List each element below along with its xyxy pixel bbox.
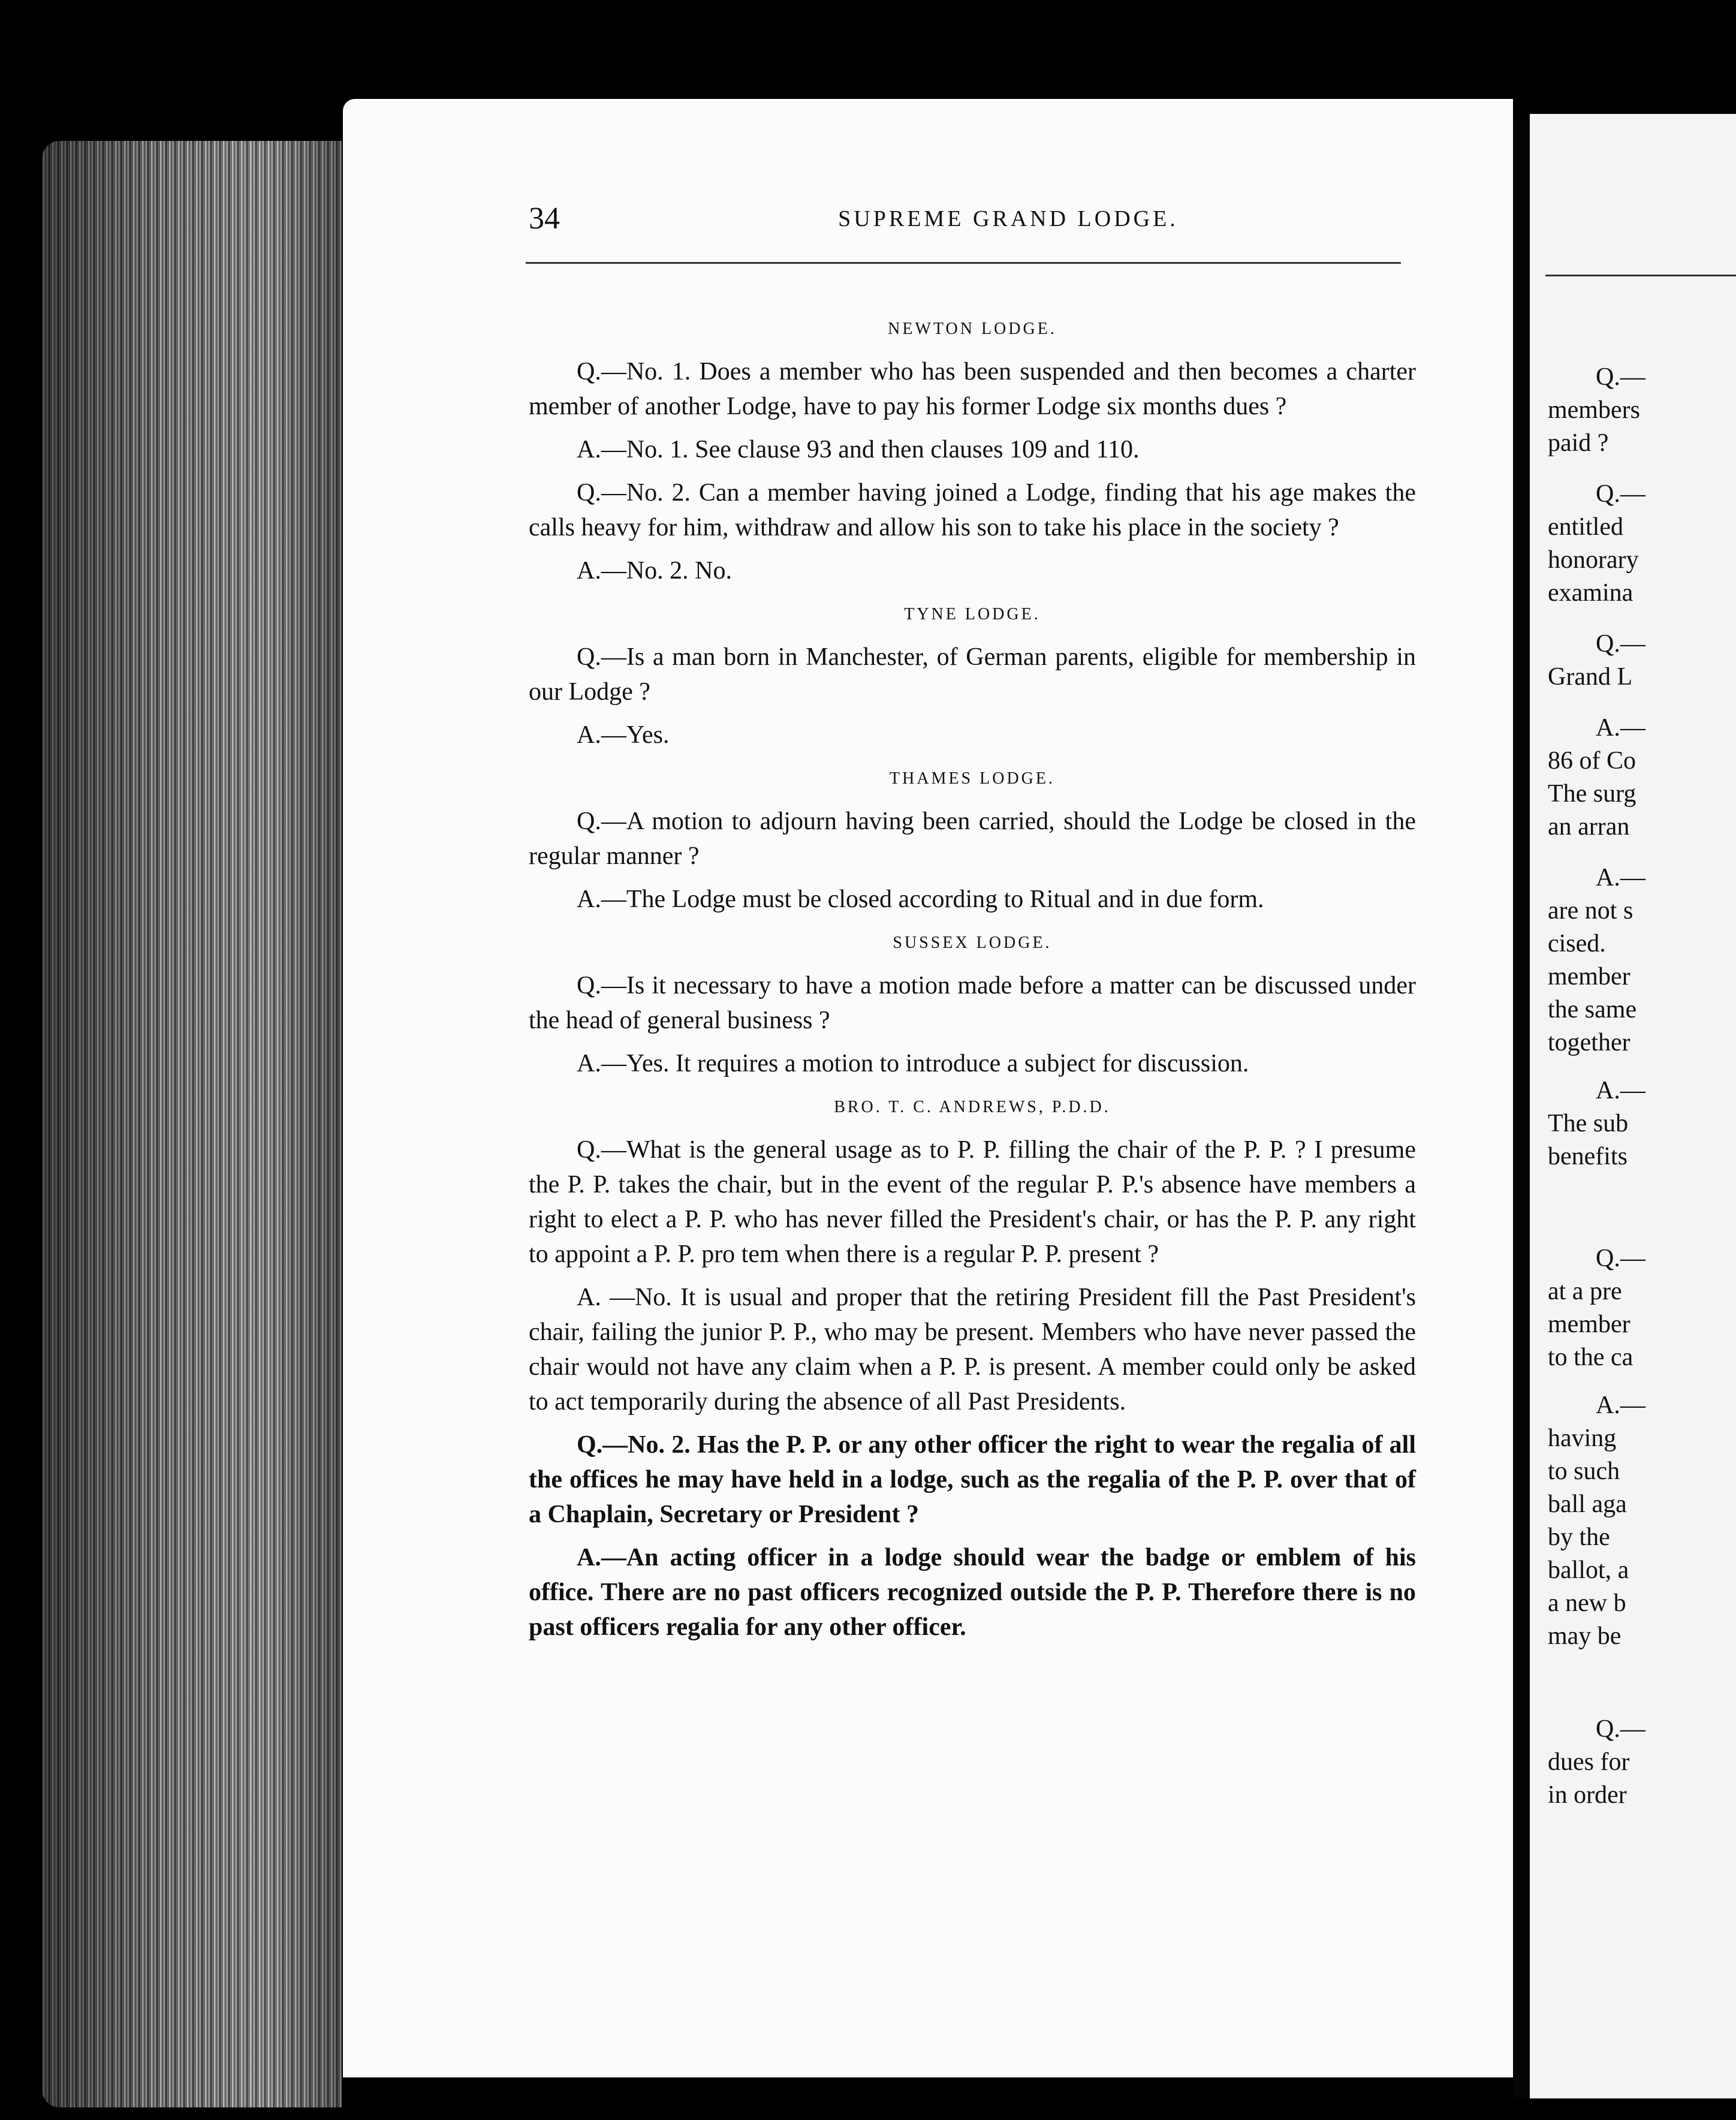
fragment-line: Q.—: [1596, 480, 1645, 508]
section-heading: SUSSEX LODGE.: [893, 933, 1052, 952]
page-header: [529, 201, 1452, 237]
running-head: SUPREME GRAND LODGE.: [838, 206, 1179, 231]
page-number: 34: [529, 201, 560, 236]
section-andrews: [529, 1095, 1416, 1645]
fragment-line: member: [1548, 1311, 1630, 1338]
paragraph: Q.—No. 1. Does a member who has been suspended and then becomes a charter member of another Lodge, have to pay his former Lodge six months dues ?: [529, 358, 1416, 420]
fragment-line: A.—: [1596, 1077, 1645, 1104]
fragment-line: benefits: [1548, 1143, 1628, 1170]
fragment-line: The sub: [1548, 1110, 1629, 1137]
fragment-line: in order: [1548, 1781, 1627, 1809]
paragraph: Q.—No. 2. Has the P. P. or any other officer the right to wear the regalia of all the offices he may have held in a lodge, such as the regalia of the P. P. over that of a Chaplain, Secretary or President ?: [529, 1431, 1416, 1528]
section-sussex: [529, 931, 1416, 1081]
paragraph: A.—The Lodge must be closed according to Ritual and in due form.: [577, 886, 1264, 913]
fragment-line: may be: [1548, 1622, 1622, 1650]
paragraph: A.—Yes.: [577, 721, 670, 749]
paragraph: A.—No. 1. See clause 93 and then clauses 109 and 110.: [577, 436, 1140, 463]
section-thames: [529, 767, 1416, 917]
paragraph: Q.—No. 2. Can a member having joined a Lodge, finding that his age makes the calls heavy for him, withdraw and allow his son to take his place in the society ?: [529, 479, 1416, 541]
fragment-line: members: [1548, 396, 1640, 424]
section-newton: [529, 317, 1416, 588]
fragment-line: are not s: [1548, 897, 1633, 925]
section-heading: TYNE LODGE.: [904, 605, 1041, 624]
fragment-line: by the: [1548, 1523, 1610, 1551]
paragraph: A.—No. 2. No.: [577, 557, 732, 585]
fragment-line: entitled: [1548, 513, 1623, 541]
fragment-line: A.—: [1596, 1392, 1645, 1419]
fragment-line: at a pre: [1548, 1278, 1622, 1305]
fragment-line: Q.—: [1596, 363, 1645, 391]
paragraph: Q.—What is the general usage as to P. P. filling the chair of the P. P. ? I presume the P. P. takes the chair, but in the event of the regular P. P.'s absence have members a right to elect a P. P. who has never filled the President's chair, or has the P. P. any right to appoint a P. P. pro tem when there is a regular P. P. present ?: [529, 1136, 1416, 1268]
fragment-line: paid ?: [1548, 429, 1609, 457]
fragment-line: member: [1548, 963, 1630, 990]
fragment-line: examina: [1548, 579, 1633, 607]
fragment-line: ball aga: [1548, 1490, 1627, 1518]
paragraph: Q.—A motion to adjourn having been carried, should the Lodge be closed in the regular manner ?: [529, 808, 1416, 870]
fragment-line: 86 of Co: [1548, 747, 1636, 775]
paragraph: A.—Yes. It requires a motion to introduce a subject for discussion.: [577, 1050, 1249, 1077]
left-page: [343, 99, 1513, 2077]
fragment-line: an arran: [1548, 813, 1630, 841]
right-header-rule: [1545, 275, 1736, 276]
fragment-line: ballot, a: [1548, 1556, 1629, 1584]
fragment-line: to the ca: [1548, 1344, 1633, 1371]
paragraph: A.—An acting officer in a lodge should wear the badge or emblem of his office. There are no past officers recognized outside the P. P. Therefore there is no past officers regalia for any other officer.: [529, 1544, 1416, 1641]
fragment-line: Q.—: [1596, 1245, 1645, 1272]
fragment-line: having: [1548, 1425, 1617, 1452]
book-edge-shadow: [42, 141, 342, 2107]
paragraph: Q.—Is a man born in Manchester, of German parents, eligible for membership in our Lodge ?: [529, 643, 1416, 706]
right-page-fragment: [1530, 114, 1736, 2098]
fragment-line: honorary: [1548, 546, 1639, 574]
book-gutter: [1513, 120, 1530, 2098]
section-heading: BRO. T. C. ANDREWS, P.D.D.: [834, 1098, 1111, 1116]
fragment-line: Q.—: [1596, 630, 1645, 658]
fragment-line: a new b: [1548, 1589, 1626, 1617]
fragment-line: the same: [1548, 996, 1637, 1023]
fragment-line: Grand L: [1548, 663, 1633, 691]
fragment-line: A.—: [1596, 864, 1645, 892]
fragment-line: to such: [1548, 1458, 1620, 1485]
page-body: [529, 303, 1416, 1653]
fragment-line: Q.—: [1596, 1715, 1645, 1743]
fragment-line: together: [1548, 1029, 1630, 1056]
section-heading: NEWTON LODGE.: [888, 320, 1057, 338]
fragment-line: A.—: [1596, 714, 1645, 742]
fragment-line: dues for: [1548, 1748, 1630, 1776]
header-rule: [526, 262, 1401, 264]
fragment-line: cised.: [1548, 930, 1606, 957]
section-heading: THAMES LODGE.: [890, 769, 1055, 788]
fragment-line: The surg: [1548, 780, 1636, 808]
section-tyne: [529, 603, 1416, 752]
paragraph: Q.—Is it necessary to have a motion made before a matter can be discussed under the head of general business ?: [529, 972, 1416, 1034]
paragraph: A. —No. It is usual and proper that the retiring President fill the Past President's chair, failing the junior P. P., who may be present. Members who have never passed the chair would not have any claim when a P. P. is present. A member could only be asked to act temporarily during the absence of all Past Presidents.: [529, 1284, 1416, 1416]
